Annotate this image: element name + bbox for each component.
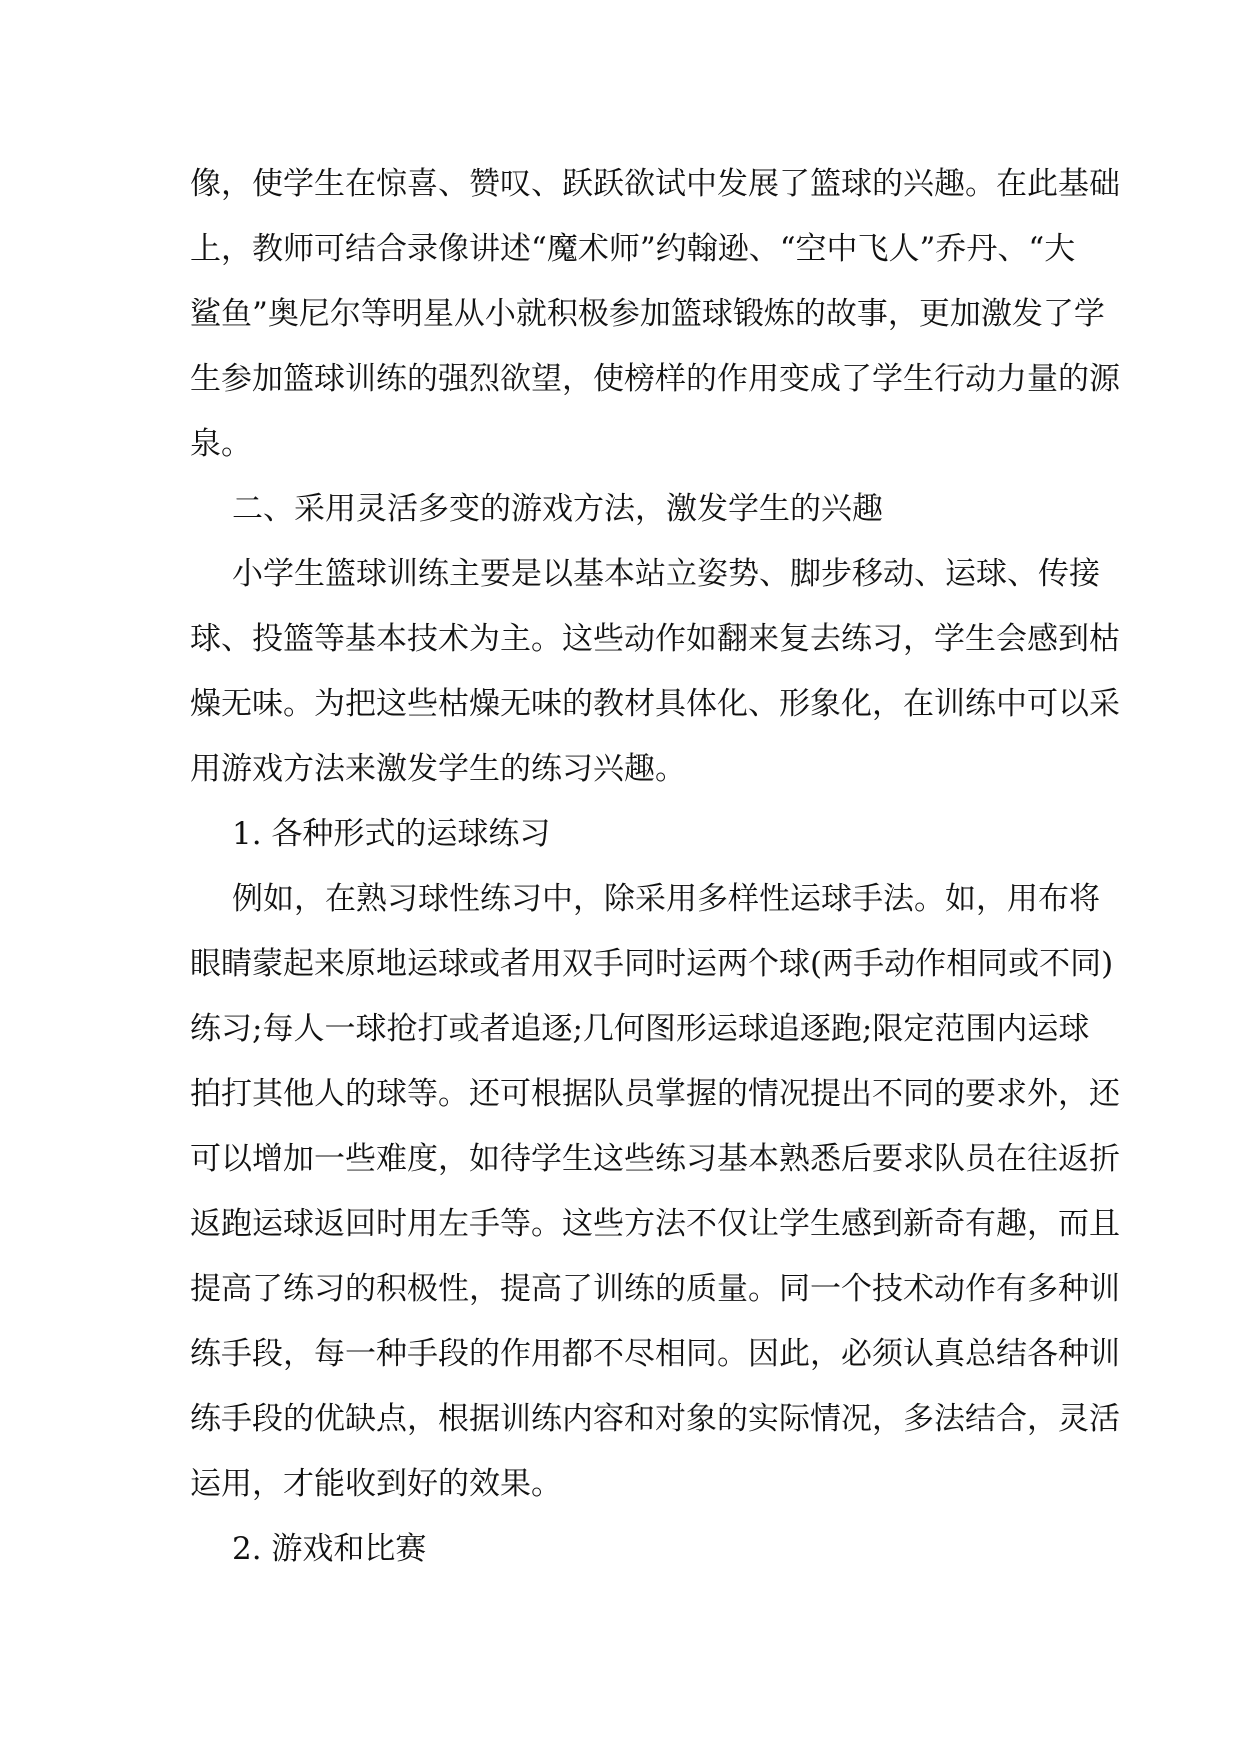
paragraph-line: 生参加篮球训练的强烈欲望，使榜样的作用变成了学生行动力量的源 bbox=[190, 361, 1120, 397]
paragraph-line: 像，使学生在惊喜、赞叹、跃跃欲试中发展了篮球的兴趣。在此基础 bbox=[190, 166, 1120, 202]
paragraph-line: 返跑运球返回时用左手等。这些方法不仅让学生感到新奇有趣，而且 bbox=[190, 1206, 1120, 1242]
paragraph-line: 提高了练习的积极性，提高了训练的质量。同一个技术动作有多种训 bbox=[190, 1271, 1120, 1307]
paragraph-line: 练手段的优缺点，根据训练内容和对象的实际情况，多法结合，灵活 bbox=[190, 1401, 1120, 1437]
paragraph-line: 鲨鱼”奥尼尔等明星从小就积极参加篮球锻炼的故事，更加激发了学 bbox=[190, 296, 1105, 332]
paragraph-line: 眼睛蒙起来原地运球或者用双手同时运两个球(两手动作相同或不同) bbox=[190, 946, 1114, 982]
subsection-heading: 1. 各种形式的运球练习 bbox=[232, 816, 551, 852]
subsection-heading: 2. 游戏和比赛 bbox=[232, 1531, 427, 1567]
paragraph-line: 拍打其他人的球等。还可根据队员掌握的情况提出不同的要求外，还 bbox=[190, 1076, 1120, 1112]
paragraph-line: 球、投篮等基本技术为主。这些动作如翻来复去练习，学生会感到枯 bbox=[190, 621, 1120, 657]
paragraph-line: 练手段，每一种手段的作用都不尽相同。因此，必须认真总结各种训 bbox=[190, 1336, 1120, 1372]
paragraph-line: 小学生篮球训练主要是以基本站立姿势、脚步移动、运球、传接 bbox=[232, 556, 1100, 592]
paragraph-line: 可以增加一些难度，如待学生这些练习基本熟悉后要求队员在往返折 bbox=[190, 1141, 1120, 1177]
document-body bbox=[190, 160, 1120, 1590]
paragraph-line: 运用，才能收到好的效果。 bbox=[190, 1466, 562, 1502]
section-heading: 二、采用灵活多变的游戏方法，激发学生的兴趣 bbox=[232, 491, 883, 527]
paragraph-line: 用游戏方法来激发学生的练习兴趣。 bbox=[190, 751, 686, 787]
paragraph-line: 上，教师可结合录像讲述“魔术师”约翰逊、“空中飞人”乔丹、“大 bbox=[190, 231, 1076, 267]
paragraph-line: 练习;每人一球抢打或者追逐;几何图形运球追逐跑;限定范围内运球 bbox=[190, 1011, 1090, 1047]
paragraph-line: 例如，在熟习球性练习中，除采用多样性运球手法。如，用布将 bbox=[232, 881, 1100, 917]
paragraph-line: 燥无味。为把这些枯燥无味的教材具体化、形象化，在训练中可以采 bbox=[190, 686, 1120, 722]
paragraph-line: 泉。 bbox=[190, 426, 252, 462]
